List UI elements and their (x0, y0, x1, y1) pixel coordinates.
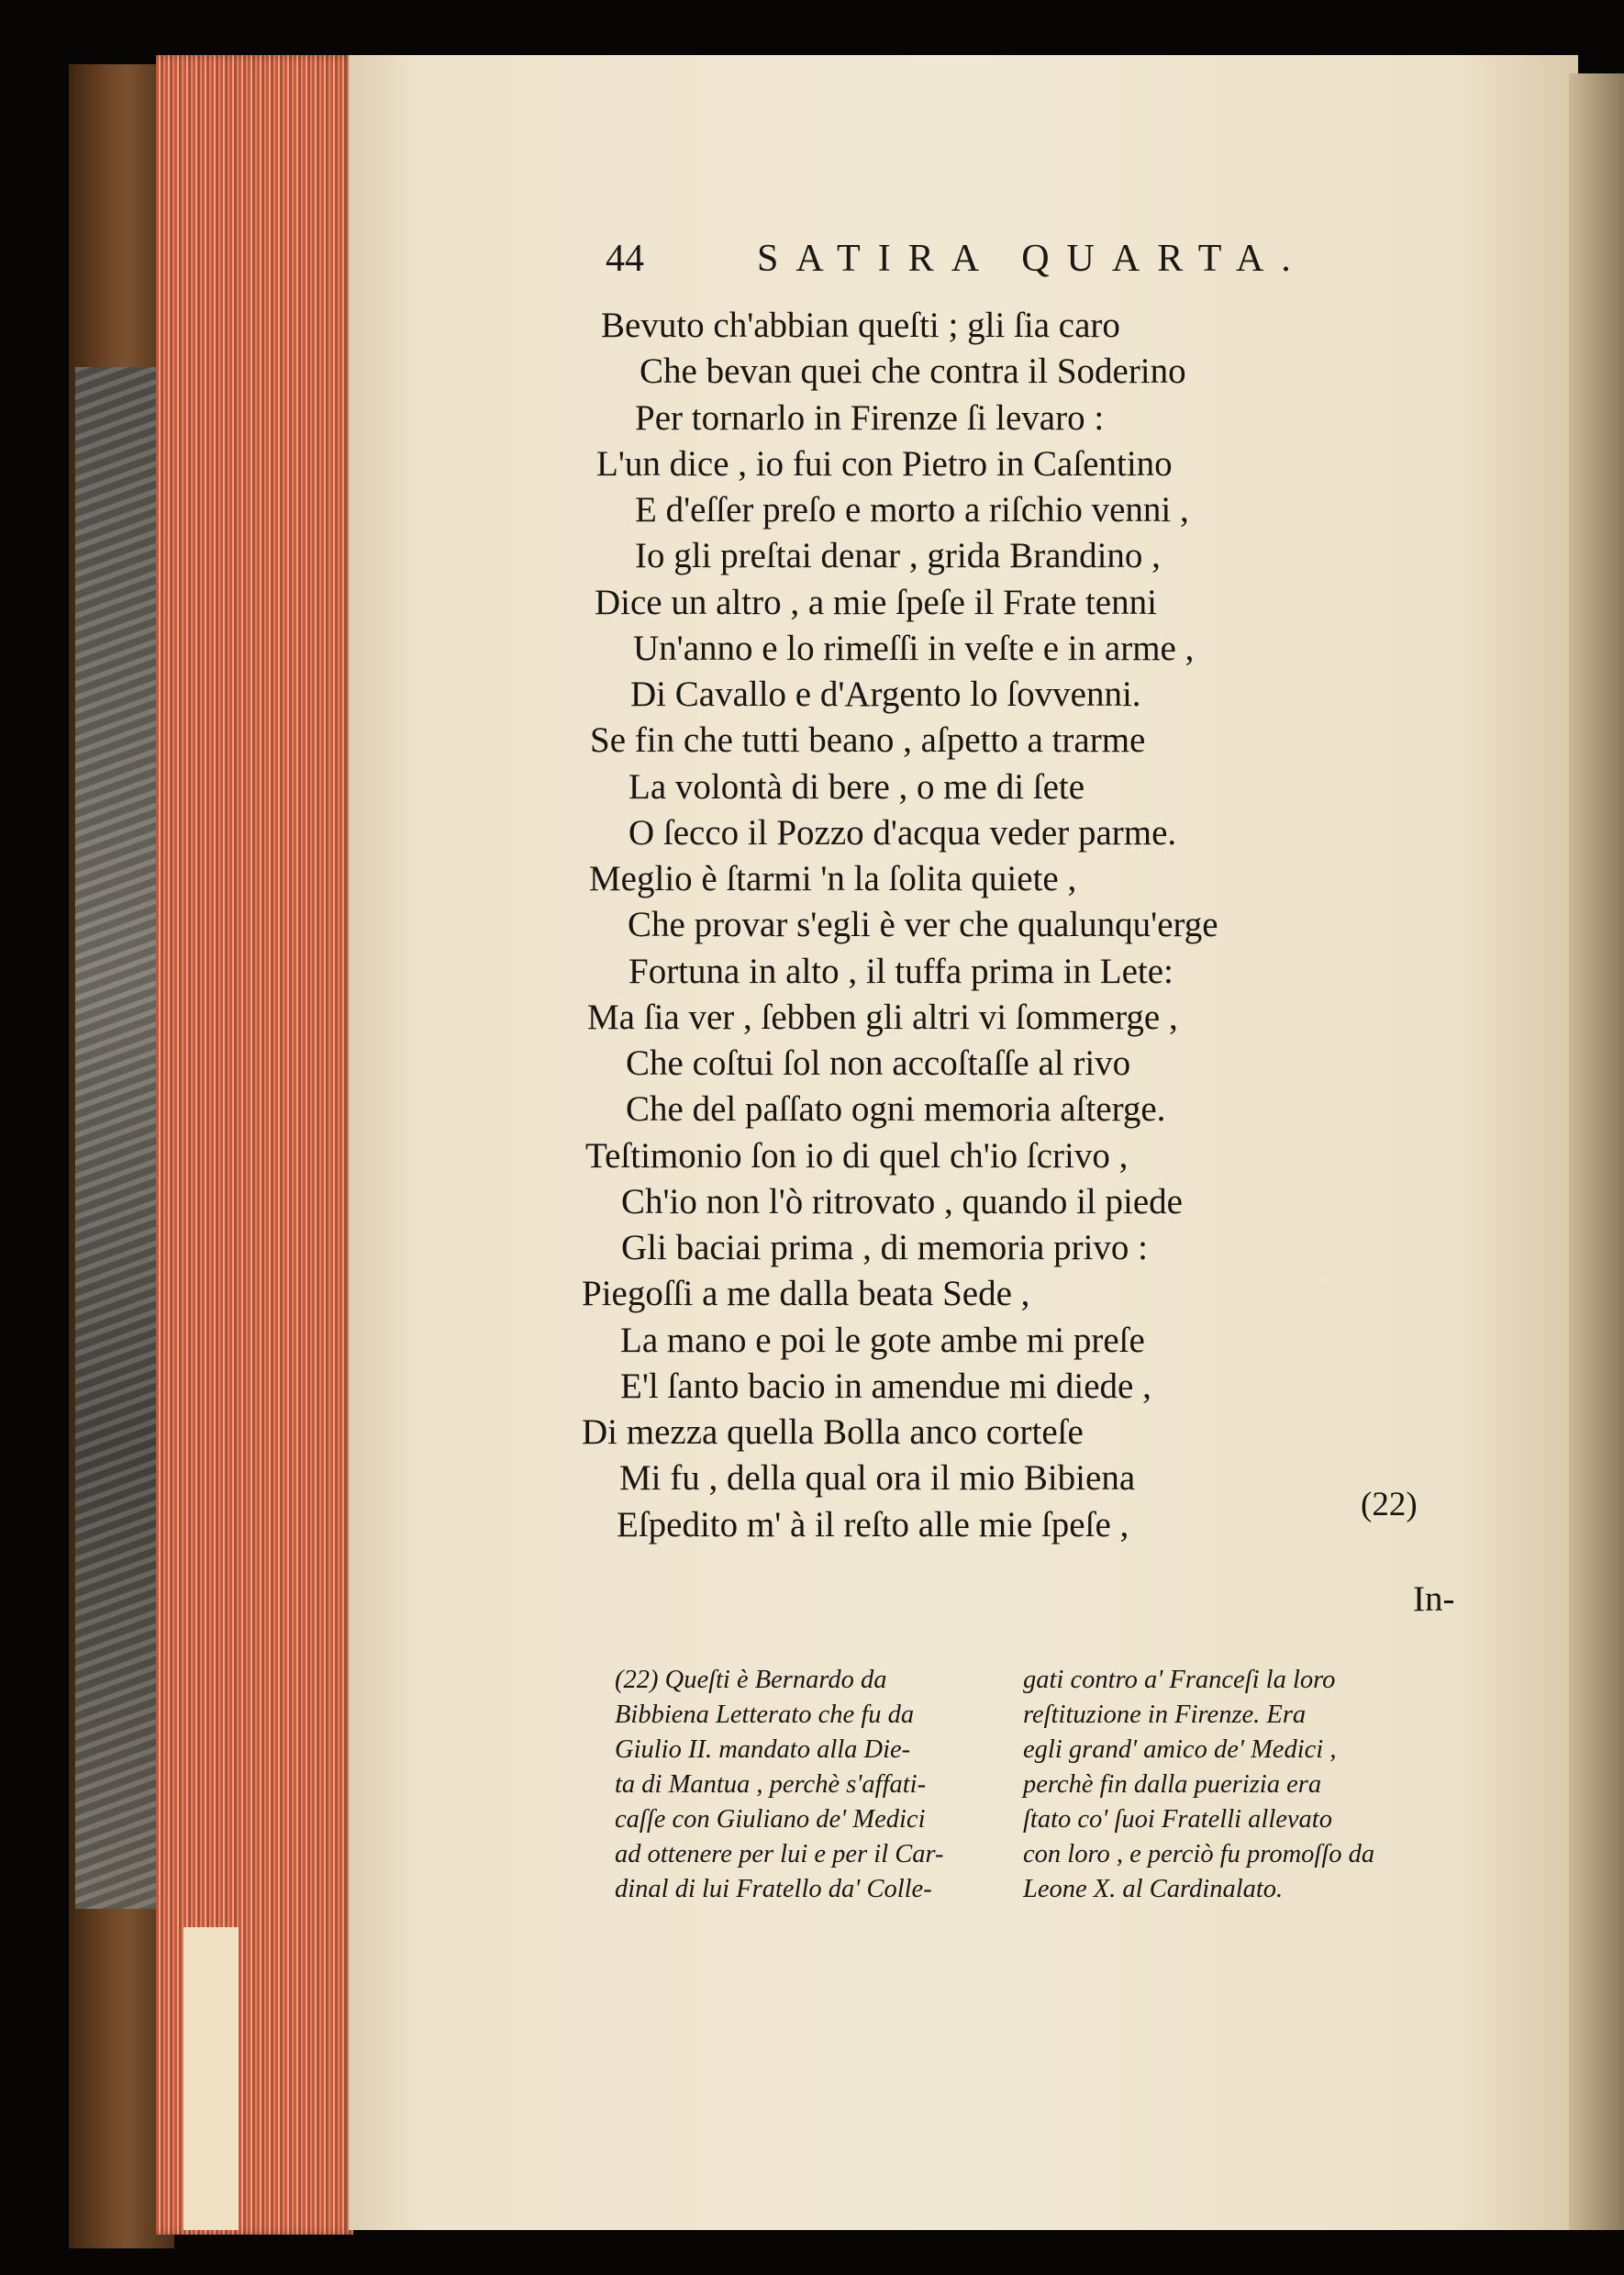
footnote-right-column (1023, 1663, 1427, 1907)
footnote-line: dinal di lui Fratello da' Colle- (615, 1875, 932, 1903)
poem-line: E d'eſſer preſo e morto a riſchio venni , (635, 490, 1189, 530)
footnote-line: perchè fin dalla puerizia era (1023, 1770, 1322, 1799)
poem-line: Ma ſia ver , ſebben gli altri vi ſommerge , (587, 998, 1178, 1037)
footnote-line: ad ottenere per lui e per il Car- (615, 1840, 944, 1868)
page-edges-lower (184, 1927, 239, 2230)
footnote-line: gati contro a' Franceſi la loro (1023, 1666, 1336, 1694)
poem-line: Che del paſſato ogni memoria aſterge. (626, 1089, 1166, 1129)
poem-line: Ch'io non l'ò ritrovato , quando il piede (621, 1182, 1183, 1221)
poem-line: Mi fu , della qual ora il mio Bibiena (619, 1458, 1136, 1498)
poem-line: Teſtimonio ſon io di quel ch'io ſcrivo , (585, 1136, 1129, 1176)
poem-line: Gli baciai prima , di memoria privo : (621, 1228, 1149, 1267)
poem-line: Bevuto ch'abbian queſti ; gli ſia caro (601, 306, 1120, 345)
poem-line: Un'anno e lo rimeſſi in veſte e in arme , (633, 629, 1195, 668)
poem-line: Che coſtui ſol non accoſtaſſe al rivo (626, 1043, 1131, 1083)
footnote-line: egli grand' amico de' Medici , (1023, 1735, 1337, 1764)
page-right-edge (1569, 73, 1624, 2230)
footnote-line: reſtituzione in Firenze. Era (1023, 1701, 1307, 1729)
poem-line: Dice un altro , a mie ſpeſe il Frate tenni (595, 583, 1157, 622)
page-header (606, 237, 1367, 292)
footnote-line: ta di Mantua , perchè s'affati- (615, 1770, 927, 1799)
poem-line: Fortuna in alto , il tuffa prima in Lete: (628, 952, 1174, 991)
poem-line: O ſecco il Pozzo d'acqua veder parme. (628, 813, 1177, 853)
poem-line: Che bevan quei che contra il Soderino (640, 351, 1186, 391)
page-number: 44 (606, 238, 644, 280)
running-title: SATIRA QUARTA. (757, 238, 1308, 280)
poem-line: Per tornarlo in Firenze ſi levaro : (635, 398, 1105, 438)
poem-line: Meglio è ſtarmi 'n la ſolita quiete , (589, 859, 1077, 898)
footnote-line: caſſe con Giuliano de' Medici (615, 1805, 926, 1834)
poem-line: E'l ſanto bacio in amendue mi diede , (620, 1366, 1151, 1406)
footnote-line: Leone X. al Cardinalato. (1023, 1875, 1284, 1903)
poem-line: L'un dice , io fui con Pietro in Caſentino (596, 444, 1173, 484)
footnote-line: ſtato co' ſuoi Fratelli allevato (1023, 1805, 1332, 1834)
page-edges (156, 55, 353, 2235)
poem-line: Che provar s'egli è ver che qualunqu'erge (628, 905, 1218, 944)
poem-line: La volontà di bere , o me di ſete (628, 767, 1085, 807)
footnote-line: Bibbiena Letterato che fu da (615, 1701, 915, 1729)
catchword: In- (1413, 1579, 1455, 1619)
footnote-line: (22) Queſti è Bernardo da (615, 1666, 887, 1694)
poem-line: Io gli preſtai denar , grida Brandino , (635, 536, 1161, 575)
poem-line: Piegoſſi a me dalla beata Sede , (582, 1274, 1030, 1313)
poem-line: La mano e poi le gote ambe mi preſe (620, 1321, 1145, 1360)
poem-line: Di mezza quella Bolla anco corteſe (582, 1412, 1084, 1452)
footnote-line: Giulio II. mandato alla Die- (615, 1735, 911, 1764)
marbled-board (75, 367, 162, 1909)
footnote-line: con loro , e perciò fu promoſſo da (1023, 1840, 1375, 1868)
footnote-left-column (615, 1663, 1018, 1907)
poem-line: Eſpedito m' à il reſto alle mie ſpeſe , (617, 1505, 1129, 1545)
poem-line: Di Cavallo e d'Argento lo ſovvenni. (630, 675, 1141, 714)
footnote-reference: (22) (1361, 1486, 1418, 1523)
poem-line: Se fin che tutti beano , aſpetto a trarme (590, 720, 1146, 760)
